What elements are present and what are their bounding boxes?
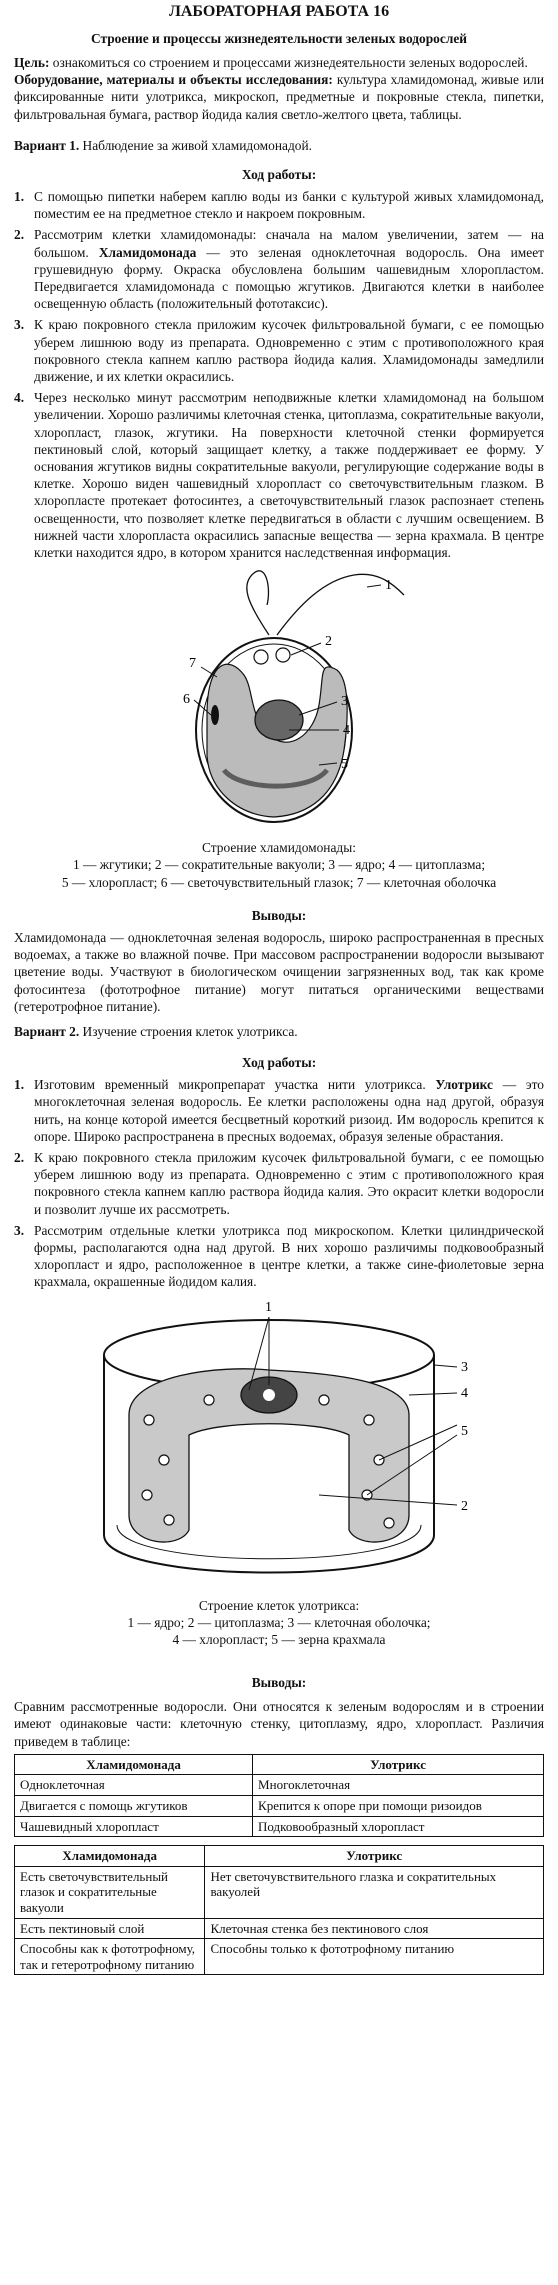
table-row xyxy=(15,1939,544,1975)
table-cell: Крепится к опоре при помощи ризоидов xyxy=(253,1795,544,1816)
step-text-pre: Рассмотрим клетки хламидомонады: сначала на малом увеличении, затем — на большом. xyxy=(34,227,544,260)
starch-grain xyxy=(164,1515,174,1525)
table-cell: Двигается с помощь жгутиков xyxy=(15,1795,253,1816)
table-row xyxy=(15,1816,544,1837)
step-text: Через несколько минут рассмотрим неподвижные клетки хламидомонад на большом увеличении. Хорошо различимы клеточная стенка, цитоплазма, сократительные вакуоли, хлоропласт, глазок, жгутики. На поверхности клеточной стенки формируется пектиновый слой, который защищает клетку, а также поддерживает ее форму. У основания жгутиков видны сократительные вакуоли, регулирующие содержание воды в клетке. Хорошо виден чашевидный хлоропласт со светочувствительным глазком. В хлоропласте протекает фотосинтез, а светочувствительный глазок распознает степень освещенности, что позволяет клетке передвигаться в области с лучшим освещением. В нижней части хлоропласта окрасились запасные вещества — зерна крахмала. В центре клетки находится ядро, в котором хранится наследственная информация. xyxy=(34,390,544,561)
step-text: Рассмотрим отдельные клетки улотрикса под микроскопом. Клетки цилиндрической формы, располагаются одна над другой. В них хорошо различимы подковообразный хлоропласт и ядро, расположенное в центре клетки, а также сине-фиолетовые зерна крахмала, окрашенные йодидом калия. xyxy=(34,1222,544,1290)
table-row xyxy=(15,1795,544,1816)
leader-line xyxy=(434,1365,457,1367)
equipment-label: Оборудование, материалы и объекты исследования: xyxy=(14,72,333,88)
final-conclusion: Сравним рассмотренные водоросли. Они относятся к зеленым водорослям и в строении имеют одинаковые части: клеточную стенку, цитоплазму, ядро, хлоропласт. Различия приведем в таблице: xyxy=(14,1699,544,1749)
table-row xyxy=(15,1866,544,1918)
step-text: К краю покровного стекла приложим кусочек фильтровальной бумаги, с ее помощью уберем лишнюю воду из препарата. Одновременно с этим с противоположного края покровного стекла капнем каплю раствора йодида калия. Хламидомонады замедлили движение, и их клетки окрасились. xyxy=(34,317,544,385)
figure-label-1: 1 xyxy=(385,578,392,594)
eyespot xyxy=(211,705,219,725)
step-text: С помощью пипетки наберем каплю воды из банки с культурой живых хламидомонад, поместим ее на предметное стекло и накроем покровным. xyxy=(34,189,544,222)
v2-procedure-heading: Ход работы: xyxy=(241,1055,317,1071)
table-cell: Одноклеточная xyxy=(15,1775,253,1796)
final-conclusions-heading: Выводы: xyxy=(251,1675,307,1691)
starch-grain xyxy=(384,1518,394,1528)
variant2-line xyxy=(14,1023,544,1040)
step-number: 2. xyxy=(14,227,25,243)
step-term: Хламидомонада xyxy=(98,244,197,260)
goal-label: Цель: xyxy=(14,55,50,70)
figure-label-4: 4 xyxy=(343,723,350,739)
leader-line xyxy=(367,585,381,587)
fig1-caption-title: Строение хламидомонады: xyxy=(202,840,356,856)
v1-step-1 xyxy=(14,188,544,222)
figure-label-2: 2 xyxy=(461,1498,468,1514)
variant2-label: Вариант 2. xyxy=(14,1023,80,1039)
starch-grain xyxy=(319,1395,329,1405)
table-cell: Нет светочувствительного глазка и сократительных вакуолей xyxy=(205,1866,544,1918)
figure-label-4: 4 xyxy=(461,1385,468,1401)
fig2-caption-title: Строение клеток улотрикса: xyxy=(198,1597,360,1613)
figure-label-5: 5 xyxy=(341,757,348,773)
v1-procedure-heading: Ход работы: xyxy=(241,167,317,183)
step-number: 2. xyxy=(14,1149,25,1165)
fig2-caption-line2: 4 — хлоропласт; 5 — зерна крахмала xyxy=(172,1631,386,1647)
table-header: Хламидомонада xyxy=(15,1846,205,1867)
v1-steps xyxy=(14,188,544,561)
step-term: Улотрикс xyxy=(435,1077,493,1093)
figure-label-5: 5 xyxy=(461,1423,468,1439)
variant1-text: Наблюдение за живой хламидомонадой. xyxy=(82,137,312,153)
variant2-text: Изучение строения клеток улотрикса. xyxy=(82,1023,298,1039)
table-row xyxy=(15,1918,544,1939)
fig1-caption-line2: 5 — хлоропласт; 6 — светочувствительный глазок; 7 — клеточная оболочка xyxy=(61,874,497,890)
variant1-line xyxy=(14,137,544,154)
step-number: 4. xyxy=(14,390,25,406)
figure-label-6: 6 xyxy=(183,692,190,708)
variant1-label: Вариант 1. xyxy=(14,137,80,153)
fig1-caption-line1: 1 — жгутики; 2 — сократительные вакуоли; 3 — ядро; 4 — цитоплазма; xyxy=(72,857,486,873)
nucleolus xyxy=(263,1389,275,1401)
step-number: 1. xyxy=(14,1077,25,1093)
figure-label-3: 3 xyxy=(341,694,348,710)
v1-conclusions-heading: Выводы: xyxy=(251,907,307,923)
table-header: Улотрикс xyxy=(205,1846,544,1867)
step-text-post: — это зеленая одноклеточная водоросль. Она имеет грушевидную форму. Окраска обусловлена большим чашевидным хлоропластом. Передвигается хламидомонада с помощью жгутиков. Двигаются клетки в наиболее освещенную область (положительный фототаксис). xyxy=(34,244,544,312)
step-text: К краю покровного стекла приложим кусочек фильтровальной бумаги, с ее помощью уберем лишнюю воду из препарата. Одновременно с этим с противоположного края покровного стекла капнем каплю раствора йодида калия. Это окрасит клетки водоросли и позволит лучше их рассмотреть. xyxy=(34,1149,544,1217)
fig2-caption-line1: 1 — ядро; 2 — цитоплазма; 3 — клеточная оболочка; xyxy=(127,1614,431,1630)
step-number: 3. xyxy=(14,1222,25,1238)
v2-step-3 xyxy=(14,1222,544,1291)
figure-label-7: 7 xyxy=(189,656,196,672)
table-row xyxy=(15,1775,544,1796)
ulothrix-figure xyxy=(69,1295,489,1595)
equipment-paragraph xyxy=(14,71,544,123)
v1-step-4 xyxy=(14,389,544,561)
step-number: 1. xyxy=(14,189,25,205)
table-cell: Есть пектиновый слой xyxy=(15,1918,205,1939)
starch-grain xyxy=(364,1415,374,1425)
nucleus xyxy=(255,700,303,740)
equipment-text: культура хламидомонад, живые или фиксированные нити улотрикса, микроскоп, предметные и покровные стекла, пипетки, фильтровальная бумага, раствор йодида калия светло-желтого цвета, таблицы. xyxy=(14,72,544,122)
starch-grain xyxy=(144,1415,154,1425)
page-title: ЛАБОРАТОРНАЯ РАБОТА 16 xyxy=(168,3,390,20)
v1-step-2 xyxy=(14,226,544,312)
v2-steps xyxy=(14,1076,544,1290)
table-cell: Способны только к фототрофному питанию xyxy=(205,1939,544,1975)
v1-conclusion: Хламидомонада — одноклеточная зеленая водоросль, широко распространенная в пресных водоемах, а также во влажной почве. При массовом распространении водоросли вызывают цветение воды. Участвуют в биологическом очищении загрязненных вод, так как кроме фотосинтеза (фототрофное питание) могут питаться органическими веществами (гетеротрофное питание). xyxy=(14,929,544,1014)
table-cell: Клеточная стенка без пектинового слоя xyxy=(205,1918,544,1939)
table-cell: Чашевидный хлоропласт xyxy=(15,1816,253,1837)
step-text-pre: Изготовим временный микропрепарат участка нити улотрикса. xyxy=(34,1077,436,1093)
page-subtitle: Строение и процессы жизнедеятельности зеленых водорослей xyxy=(90,31,467,46)
table-cell: Подковообразный хлоропласт xyxy=(253,1816,544,1837)
goal-text: ознакомиться со строением и процессами жизнедеятельности зеленых водорослей. xyxy=(52,55,528,70)
v2-step-2 xyxy=(14,1149,544,1218)
chlamydomonas-figure xyxy=(149,565,409,835)
comparison-table-1 xyxy=(14,1754,544,1837)
table-header: Улотрикс xyxy=(253,1754,544,1775)
v2-step-1 xyxy=(14,1076,544,1145)
table-cell: Есть светочувствительный глазок и сократительные вакуоли xyxy=(15,1866,205,1918)
table-header-row xyxy=(15,1754,544,1775)
table-header: Хламидомонада xyxy=(15,1754,253,1775)
starch-grain xyxy=(159,1455,169,1465)
goal-paragraph xyxy=(14,54,544,71)
starch-grain xyxy=(204,1395,214,1405)
contractile-vacuole xyxy=(254,650,268,664)
starch-grain xyxy=(142,1490,152,1500)
flagellum-left xyxy=(247,571,269,635)
table-cell: Способны как к фототрофному, так и гетеротрофному питанию xyxy=(15,1939,205,1975)
step-text-post: — это многоклеточная зеленая водоросль. Ее клетки расположены одна над другой, образуя нить, на конце которой имеется бесцветный короткий ризоид. Им водоросль крепится к опоре. Широко распространена в пресных водоемах, образуя зеленые обрастания. xyxy=(34,1077,544,1144)
step-number: 3. xyxy=(14,317,25,333)
contractile-vacuole xyxy=(276,648,290,662)
figure-label-2: 2 xyxy=(325,634,332,650)
table-cell: Многоклеточная xyxy=(253,1775,544,1796)
figure-label-3: 3 xyxy=(461,1359,468,1375)
figure-label-1: 1 xyxy=(265,1299,272,1315)
table-header-row xyxy=(15,1846,544,1867)
v1-step-3 xyxy=(14,316,544,385)
comparison-table-2 xyxy=(14,1845,544,1975)
